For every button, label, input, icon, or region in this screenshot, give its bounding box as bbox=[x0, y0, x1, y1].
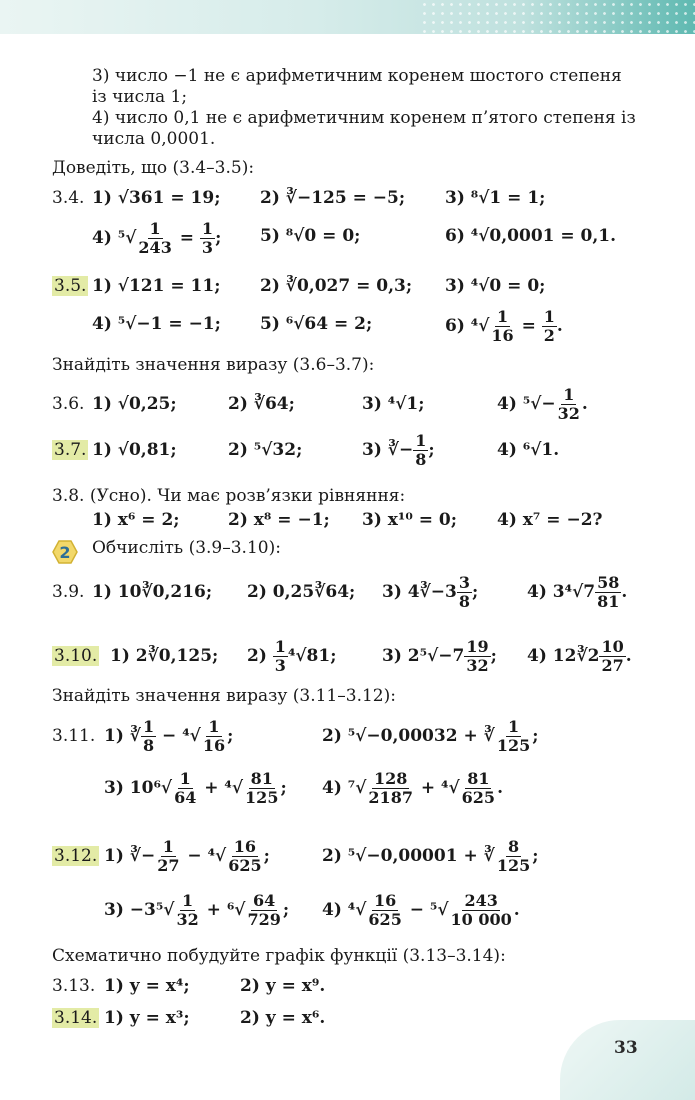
section-heading: Знайдіть значення виразу (3.6–3.7): bbox=[52, 355, 375, 375]
task-item: 1) 10∛0,216; bbox=[92, 582, 213, 602]
difficulty-level-icon bbox=[52, 540, 78, 564]
task-item: 6) ⁴√ $\frac{1}{16}$ = $\frac{1}{2}$ . bbox=[445, 307, 563, 345]
page-header-banner bbox=[0, 0, 695, 34]
task-item: 4) ⁶√1. bbox=[497, 440, 560, 460]
task-item: 3) ⁴√1; bbox=[362, 394, 425, 414]
task-item: 4) 12∛2 $\frac{10}{27}$ . bbox=[527, 637, 632, 675]
task-item: 3) 10⁶√ $\frac{1}{64}$ + ⁴√ $\frac{81}{125}$ ; bbox=[104, 769, 287, 807]
task-item: 1) y = x³; bbox=[104, 1008, 190, 1028]
task-item: 3) 4∛−3 $\frac{3}{8}$ ; bbox=[382, 573, 479, 611]
task-item: 2) ⁵√−0,00032 + ∛ $\frac{1}{125}$ ; bbox=[322, 717, 539, 755]
problem-number: 3.13. bbox=[52, 976, 96, 996]
problem-number: 3.11. bbox=[52, 726, 96, 746]
task-item: 2) ⁵√−0,00001 + ∛ $\frac{8}{125}$ ; bbox=[322, 837, 539, 875]
intro-line: 4) число 0,1 не є арифметичним коренем п’ятого степеня із bbox=[92, 108, 636, 128]
task-item: 3) −3⁵√ $\frac{1}{32}$ + ⁶√ $\frac{64}{729}$ ; bbox=[104, 891, 290, 929]
section-heading: Обчисліть (3.9–3.10): bbox=[92, 538, 281, 558]
intro-line: числа 0,0001. bbox=[92, 129, 216, 149]
task-item: 3) x¹⁰ = 0; bbox=[362, 510, 458, 530]
task-item: 3) ⁴√0 = 0; bbox=[445, 276, 546, 296]
task-item: 5) ⁶√64 = 2; bbox=[260, 314, 373, 334]
task-item: 2) ∛64; bbox=[228, 394, 295, 414]
task-item: 1) √121 = 11; bbox=[92, 276, 221, 296]
task-item: 4) ⁴√ $\frac{16}{625}$ − ⁵√ $\frac{243}{10 000}$ . bbox=[322, 891, 520, 929]
task-item: 1) ∛ $\frac{1}{8}$ − ⁴√ $\frac{1}{16}$ ; bbox=[104, 717, 234, 755]
problem-number: 3.14. bbox=[54, 1008, 98, 1028]
page-number: 33 bbox=[614, 1038, 638, 1058]
task-item: 4) x⁷ = −2? bbox=[497, 510, 603, 530]
task-item: 4) ⁵√ $\frac{1}{243}$ = $\frac{1}{3}$ ; bbox=[92, 219, 222, 257]
task-item: 2) x⁸ = −1; bbox=[228, 510, 330, 530]
task-item: 2) ∛−125 = −5; bbox=[260, 188, 406, 208]
task-item: 2) 0,25∛64; bbox=[247, 582, 356, 602]
task-item: 2) ⁵√32; bbox=[228, 440, 303, 460]
task-item: 4) 3⁴√7 $\frac{58}{81}$ . bbox=[527, 573, 628, 611]
section-heading: Знайдіть значення виразу (3.11–3.12): bbox=[52, 686, 396, 706]
task-item: 3) ∛− $\frac{1}{8}$ ; bbox=[362, 431, 435, 469]
section-heading: Доведіть, що (3.4–3.5): bbox=[52, 158, 255, 178]
task-item: 1) 2∛0,125; bbox=[110, 646, 219, 666]
intro-line: 3) число −1 не є арифметичним коренем шостого степеня bbox=[92, 66, 622, 86]
task-item: 1) √0,25; bbox=[92, 394, 177, 414]
section-heading: Схематично побудуйте графік функції (3.13–3.14): bbox=[52, 946, 506, 966]
problem-number: 3.7. bbox=[54, 440, 87, 460]
task-item: 4) ⁵√−1 = −1; bbox=[92, 314, 221, 334]
task-item: 4) ⁷√ $\frac{128}{2187}$ + ⁴√ $\frac{81}{625}$ . bbox=[322, 769, 503, 807]
problem-number: 3.4. bbox=[52, 188, 85, 208]
task-item: 1) y = x⁴; bbox=[104, 976, 190, 996]
task-item: 1) ∛− $\frac{1}{27}$ − ⁴√ $\frac{16}{625}$ ; bbox=[104, 837, 270, 875]
task-item: 4) ⁵√− $\frac{1}{32}$ . bbox=[497, 385, 588, 423]
task-item: 2) y = x⁹. bbox=[240, 976, 326, 996]
difficulty-level-label: 2 bbox=[59, 543, 71, 562]
problem-heading: 3.8. (Усно). Чи має розв’язки рівняння: bbox=[52, 486, 406, 506]
task-item: 3) ⁸√1 = 1; bbox=[445, 188, 546, 208]
problem-number: 3.5. bbox=[54, 276, 87, 296]
task-item: 1) √361 = 19; bbox=[92, 188, 221, 208]
task-item: 2) ∛0,027 = 0,3; bbox=[260, 276, 413, 296]
task-item: 2) y = x⁶. bbox=[240, 1008, 326, 1028]
header-pattern bbox=[420, 0, 695, 34]
problem-number: 3.10. bbox=[54, 646, 98, 666]
task-item: 1) √0,81; bbox=[92, 440, 177, 460]
task-item: 5) ⁸√0 = 0; bbox=[260, 226, 361, 246]
task-item: 1) x⁶ = 2; bbox=[92, 510, 180, 530]
task-item: 2) $\frac{1}{3}$ ⁴√81; bbox=[247, 637, 337, 675]
task-item: 6) ⁴√0,0001 = 0,1. bbox=[445, 226, 617, 246]
intro-line: із числа 1; bbox=[92, 87, 188, 107]
task-item: 3) 2⁵√−7 $\frac{19}{32}$ ; bbox=[382, 637, 497, 675]
page-corner-decoration bbox=[560, 1020, 695, 1100]
problem-number: 3.12. bbox=[54, 846, 98, 866]
problem-number: 3.9. bbox=[52, 582, 85, 602]
problem-number: 3.6. bbox=[52, 394, 85, 414]
